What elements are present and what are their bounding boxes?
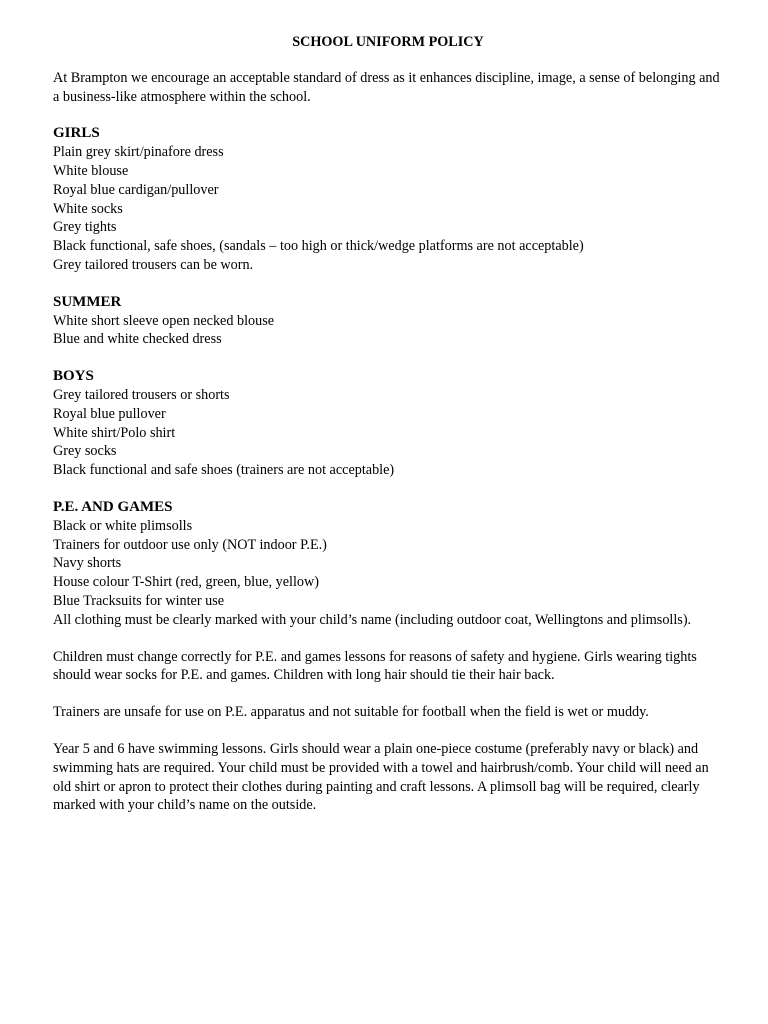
list-item: Grey socks: [53, 443, 117, 460]
intro-paragraph: At Brampton we encourage an acceptable standard of dress as it enhances discipline, image, a sense of belonging and a business-like atmosphere within the school.: [53, 69, 720, 105]
section-girls: [53, 124, 723, 274]
list-item: Black or white plimsolls: [53, 517, 193, 534]
list-item: Black functional, safe shoes, (sandals – too high or thick/wedge platforms are not acceptable): [53, 238, 584, 255]
list-item: Blue and white checked dress: [53, 331, 222, 348]
list-item: All clothing must be clearly marked with your child’s name (including outdoor coat, Wellingtons and plimsolls).: [53, 611, 692, 628]
section-heading-girls: GIRLS: [53, 125, 100, 142]
list-item: White blouse: [53, 162, 129, 179]
list-item: House colour T-Shirt (red, green, blue, yellow): [53, 574, 319, 591]
section-boys: [53, 367, 723, 480]
paragraph-trainers: Trainers are unsafe for use on P.E. apparatus and not suitable for football when the field is wet or muddy.: [53, 704, 649, 721]
section-heading-summer: SUMMER: [53, 293, 122, 310]
list-item: Grey tailored trousers or shorts: [53, 386, 230, 403]
page-title: SCHOOL UNIFORM POLICY: [292, 34, 484, 50]
list-item: Grey tights: [53, 219, 117, 236]
list-item: White shirt/Polo shirt: [53, 424, 176, 441]
list-item: Blue Tracksuits for winter use: [53, 592, 225, 609]
document-page: [53, 33, 723, 833]
list-item: Navy shorts: [53, 555, 122, 572]
list-item: Black functional and safe shoes (trainers are not acceptable): [53, 462, 395, 479]
list-item: Trainers for outdoor use only (NOT indoor P.E.): [53, 536, 327, 553]
list-item: Grey tailored trousers can be worn.: [53, 256, 254, 273]
section-summer: [53, 293, 723, 349]
paragraph-swimming: Year 5 and 6 have swimming lessons. Girls should wear a plain one-piece costume (preferably navy or black) and swimming hats are required. Your child must be provided with a towel and hairbrush/comb. Your child will need an old shirt or apron to protect their clothes during painting and craft lessons. A plimsoll bag will be required, clearly marked with your child’s name on the outside.: [53, 740, 709, 814]
list-item: White socks: [53, 200, 123, 217]
section-pe-and-games: [53, 498, 723, 630]
list-item: Plain grey skirt/pinafore dress: [53, 144, 224, 161]
list-item: White short sleeve open necked blouse: [53, 312, 275, 329]
list-item: Royal blue pullover: [53, 405, 166, 422]
list-item: Royal blue cardigan/pullover: [53, 181, 219, 198]
section-heading-pe-and-games: P.E. AND GAMES: [53, 498, 173, 515]
paragraph-changing: Children must change correctly for P.E. and games lessons for reasons of safety and hygiene. Girls wearing tights should wear socks for P.E. and games. Children with long hair should tie their hair back.: [53, 648, 697, 684]
section-heading-boys: BOYS: [53, 368, 94, 385]
